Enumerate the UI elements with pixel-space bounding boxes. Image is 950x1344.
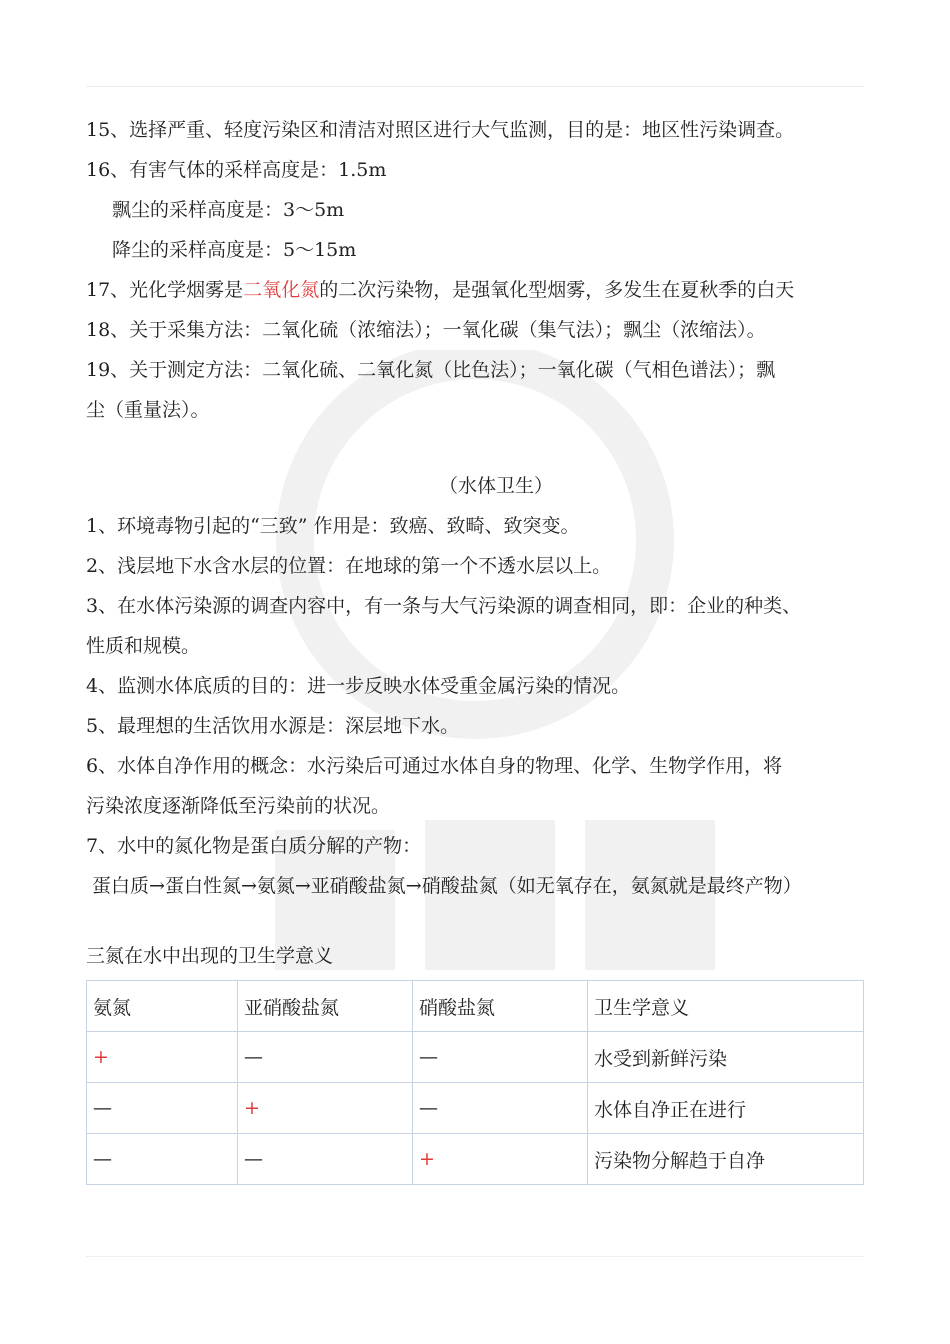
header-nitrite: 亚硝酸盐氮 [238,981,413,1032]
water-item-1: 1、环境毒物引起的“三致” 作用是：致癌、致畸、致突变。 [86,515,580,537]
table-cell: + [87,1032,238,1083]
table-cell: — [238,1134,413,1185]
nitrogen-table [86,980,864,1185]
water-item-6: 6、水体自净作用的概念：水污染后可通过水体自身的物理、化学、生物学作用，将 [86,755,783,777]
table-cell: — [413,1083,588,1134]
bottom-divider [86,1256,864,1257]
table-row [87,1032,864,1083]
water-item-3-cont: 性质和规模。 [86,635,201,657]
table-cell: — [238,1032,413,1083]
item-16-floating-dust: 飘尘的采样高度是：3～5m [112,199,345,221]
table-cell: 水体自净正在进行 [588,1083,864,1134]
item-19-line2: 尘（重量法）。 [86,399,210,421]
header-nitrate: 硝酸盐氮 [413,981,588,1032]
water-item-3: 3、在水体污染源的调查内容中，有一条与大气污染源的调查相同，即：企业的种类、 [86,595,802,617]
item-17-suffix: 的二次污染物，是强氧化型烟雾，多发生在夏秋季的白天 [319,279,795,301]
top-divider [86,86,864,87]
water-item-6-cont: 污染浓度逐渐降低至污染前的状况。 [86,795,391,817]
header-ammonia: 氨氮 [87,981,238,1032]
table-cell: 污染物分解趋于自净 [588,1134,864,1185]
table-caption: 三氮在水中出现的卫生学意义 [86,945,334,967]
table-cell: + [413,1134,588,1185]
table-row [87,1083,864,1134]
water-item-2: 2、浅层地下水含水层的位置：在地球的第一个不透水层以上。 [86,555,612,577]
table-cell: — [87,1083,238,1134]
water-item-7: 7、水中的氮化物是蛋白质分解的产物： [86,835,422,857]
water-item-4: 4、监测水体底质的目的：进一步反映水体受重金属污染的情况。 [86,675,631,697]
item-16: 16、有害气体的采样高度是：1.5m [86,159,387,181]
table-cell: + [238,1083,413,1134]
table-cell: — [413,1032,588,1083]
item-19-line1: 19、关于测定方法：二氧化硫、二氧化氮（比色法）；一氧化碳（气相色谱法）；飘 [86,359,776,381]
header-significance: 卫生学意义 [588,981,864,1032]
table-cell: 水受到新鲜污染 [588,1032,864,1083]
table-cell: — [87,1134,238,1185]
item-15: 15、选择严重、轻度污染区和清洁对照区进行大气监测，目的是：地区性污染调查。 [86,119,795,141]
item-17 [86,270,876,310]
item-17-highlight: 二氧化氮 [243,279,320,301]
nitrogen-chain: 蛋白质→蛋白性氮→氨氮→亚硝酸盐氮→硝酸盐氮（如无氧存在，氨氮就是最终产物） [86,875,802,897]
section-title: （水体卫生） [438,475,553,497]
item-16-falling-dust: 降尘的采样高度是：5～15m [112,239,357,261]
water-item-5: 5、最理想的生活饮用水源是：深层地下水。 [86,715,460,737]
document-body [86,110,876,1185]
item-18: 18、关于采集方法：二氧化硫（浓缩法）；一氧化碳（集气法）；飘尘（浓缩法）。 [86,319,766,341]
table-row [87,1134,864,1185]
table-header-row [87,981,864,1032]
item-17-prefix: 17、光化学烟雾是 [86,279,244,301]
